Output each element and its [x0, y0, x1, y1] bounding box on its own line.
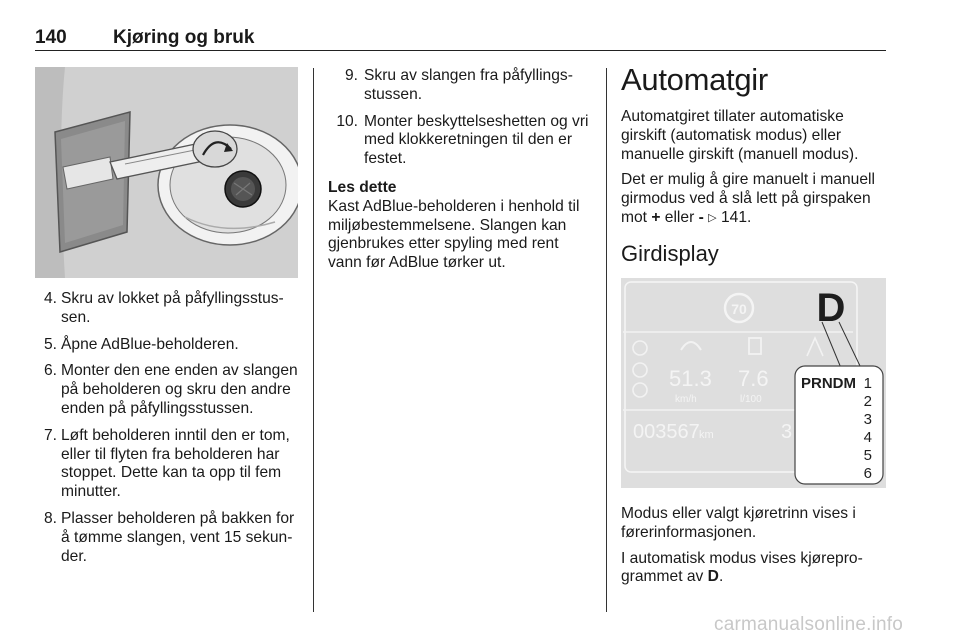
step-number: 4.	[43, 290, 57, 307]
section-heading: Automatgir	[621, 62, 768, 97]
column-3	[621, 62, 887, 281]
drive-mode-letter: D	[707, 568, 719, 586]
paragraph-text: .	[718, 568, 724, 586]
step-number: 6.	[43, 362, 57, 380]
column-3-lower	[621, 505, 887, 594]
prndm-label: PRNDM	[801, 375, 856, 392]
step-text: Monter den ene enden av slangen på beholderen og skru den andre enden på påfyllingsstussen.	[61, 362, 298, 417]
chapter-title: Kjøring og bruk	[113, 27, 255, 48]
page-header	[35, 25, 886, 51]
note-text: Kast AdBlue-beholderen i henhold til miljøbestemmelsene. Slangen kan gjenbrukes etter spyling med rent vann før AdBlue tørker ut.	[328, 197, 580, 272]
consumption-unit: l/100	[740, 394, 762, 405]
gear-indicator: D	[816, 286, 846, 330]
paragraph: Modus eller valgt kjøretrinn vises i førerinformasjonen.	[621, 505, 856, 541]
step-text: Åpne AdBlue-beholderen.	[61, 335, 239, 353]
step-number: 10.	[336, 112, 358, 130]
gear-number: 5	[863, 447, 872, 464]
adblue-filler-photo	[35, 67, 298, 278]
list-item	[35, 290, 300, 328]
consumption-value: 7.6	[738, 366, 769, 391]
gear-number: 3	[863, 411, 872, 428]
paragraph-text: eller	[664, 208, 695, 226]
minus-symbol: -	[698, 208, 704, 226]
column-divider	[313, 68, 314, 612]
column-1	[35, 290, 300, 574]
gear-number: 2	[863, 393, 872, 410]
step-number: 5.	[43, 335, 57, 353]
list-item	[35, 362, 300, 418]
column-2	[328, 67, 596, 273]
trip-value: 3	[781, 421, 793, 443]
step-text: Løft beholderen inntil den er tom, eller til flyten fra beholderen har stoppet. Dette kan ta opp til fem minutter.	[61, 426, 290, 501]
gear-display-illustration	[621, 278, 886, 488]
reference-arrow-icon: ▷	[708, 211, 717, 224]
subsection-heading: Girdisplay	[621, 240, 719, 266]
watermark: carmanualsonline.info	[714, 614, 904, 635]
step-number: 9.	[344, 67, 358, 84]
instrument-cluster-graphic	[621, 278, 886, 488]
speed-limit-value: 70	[731, 301, 747, 317]
step-text: Skru av lokket på påfyllingsstus-sen.	[61, 290, 284, 326]
gear-number: 4	[863, 429, 872, 446]
step-number: 8.	[43, 509, 57, 527]
page-number: 140	[35, 27, 67, 48]
list-item	[35, 427, 300, 502]
step-text: Plasser beholderen på bakken for å tømme slangen, vent 15 sekun-der.	[61, 509, 295, 565]
speed-value: 51.3	[669, 366, 712, 391]
paragraph-text: I automatisk modus vises kjørepro-grammet av	[621, 549, 863, 586]
paragraph: Automatgiret tillater automatiske girskift (automatisk modus) eller manuelle girskift (manuell modus).	[621, 108, 859, 163]
column-divider	[606, 68, 607, 612]
step-text: Monter beskyttelseshetten og vri med klokkeretningen til den er festet.	[364, 112, 589, 168]
list-item	[328, 67, 596, 105]
odometer-value: 003567	[633, 421, 700, 443]
paragraph	[621, 171, 887, 227]
step-number: 7.	[43, 426, 57, 444]
paragraph	[621, 550, 887, 588]
plus-symbol: +	[651, 208, 661, 226]
note-title: Les dette	[328, 178, 397, 196]
gear-number: 1	[863, 375, 872, 392]
paragraph-text: Det er mulig å gire manuelt i manuell girmodus ved å slå lett på girspaken mot	[621, 171, 875, 226]
adblue-filler-illustration	[35, 67, 298, 278]
odometer-unit: km	[699, 429, 714, 441]
list-item	[35, 510, 300, 566]
list-item	[328, 113, 596, 169]
list-item	[35, 336, 300, 355]
gear-number: 6	[863, 465, 872, 482]
page-reference[interactable]: 141.	[720, 208, 752, 226]
speed-unit: km/h	[675, 394, 697, 405]
step-text: Skru av slangen fra påfyllings-stussen.	[364, 67, 573, 103]
